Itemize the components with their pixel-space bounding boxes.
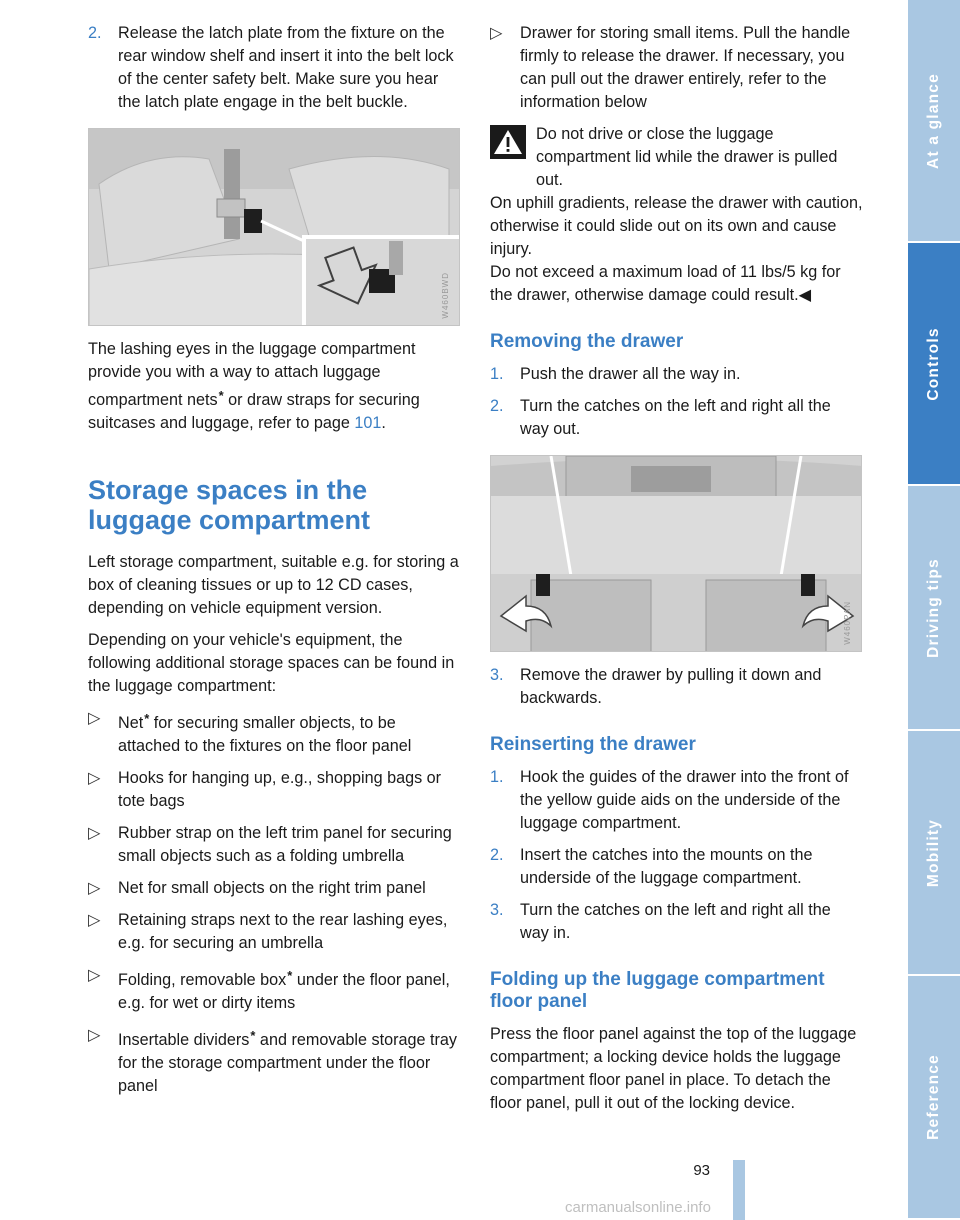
optional-equipment-star: * [250, 1028, 256, 1043]
bullet-arrow-icon: ▷ [88, 824, 101, 842]
list-item: ▷ Hooks for hanging up, e.g., shopping bags or tote bags [88, 769, 442, 810]
warning-text-2: On uphill gradients, release the drawer with caution, otherwise it could slide out on its own and cause injury. [490, 194, 863, 258]
bullet-arrow-icon: ▷ [490, 24, 503, 42]
depending-paragraph: Depending on your vehicle's equipment, the following additional storage spaces can be found in the luggage compartment: [88, 631, 455, 695]
figure-code: W460PAN [843, 601, 852, 645]
folding-title: Folding up the luggage compartment floor panel [490, 969, 825, 1012]
folding-paragraph: Press the floor panel against the top of the luggage compartment; a locking device holds the luggage compartment floor panel in place. To detach the floor panel, pull it out of the locking device. [490, 1025, 857, 1112]
page-reference-link[interactable]: 101 [354, 414, 382, 432]
drawer-catches-illustration [491, 456, 862, 652]
tab-driving-tips[interactable]: Driving tips [908, 486, 960, 731]
page-number: 93 [693, 1162, 710, 1179]
tab-mobility[interactable]: Mobility [908, 731, 960, 976]
removing-step-1: 1. Push the drawer all the way in. [490, 365, 741, 383]
list-item: ▷ Net for small objects on the right trim panel [88, 877, 462, 900]
removing-step-2: 2. Turn the catches on the left and right all the way out. [490, 397, 831, 438]
intro-paragraph: Left storage compartment, suitable e.g. for storing a box of cleaning tissues or up to 12 CD cases, depending on vehicle equipment version. [88, 553, 459, 617]
end-mark-icon: ◀ [798, 286, 812, 304]
warning-text-3: Do not exceed a maximum load of 11 lbs/5 kg for the drawer, otherwise damage could result.◀ [490, 263, 841, 304]
warning-text-1: Do not drive or close the luggage compartment lid while the drawer is pulled out. [536, 125, 838, 189]
warning-triangle-icon [490, 125, 526, 159]
chapter-sidebar [908, 0, 960, 1220]
tab-at-a-glance[interactable]: At a glance [908, 0, 960, 243]
tab-controls[interactable]: Controls [908, 243, 960, 486]
footer-watermark: carmanualsonline.info [565, 1199, 711, 1216]
bullet-arrow-icon: ▷ [88, 769, 101, 787]
list-item: ▷ Rubber strap on the left trim panel for securing small objects such as a folding umbrella [88, 824, 452, 865]
reinserting-step-2: 2. Insert the catches into the mounts on the underside of the luggage compartment. [490, 846, 813, 887]
list-item: ▷ Retaining straps next to the rear lashing eyes, e.g. for securing an umbrella [88, 911, 448, 952]
left-column [88, 22, 462, 1107]
removing-step-3: 3. Remove the drawer by pulling it down and backwards. [490, 666, 822, 707]
seat-belt-illustration [89, 129, 460, 326]
reinserting-title: Reinserting the drawer [490, 734, 696, 755]
tab-reference[interactable]: Reference [908, 976, 960, 1220]
section-title: Storage spaces in the luggage compartment [88, 475, 371, 535]
step-2-belt [88, 22, 462, 114]
bullet-arrow-icon: ▷ [88, 879, 101, 897]
right-column [490, 22, 864, 1124]
list-item: ▷ Net* for securing smaller objects, to be attached to the fixtures on the floor panel [88, 709, 412, 755]
step-text: Release the latch plate from the fixture on the rear window shelf and insert it into the belt lock of the center safety belt. Make sure you hear the latch plate engage in the belt buckle. [118, 24, 454, 111]
optional-equipment-star: * [144, 711, 150, 726]
seat-belt-figure [88, 128, 460, 326]
bullet-arrow-icon: ▷ [88, 911, 101, 929]
optional-equipment-star: * [287, 968, 293, 983]
warning-note [490, 123, 864, 192]
reinserting-step-1: 1. Hook the guides of the drawer into the front of the yellow guide aids on the underside of the luggage compartment. [490, 768, 849, 832]
bullet-arrow-icon: ▷ [88, 966, 101, 984]
drawer-bullet: ▷ Drawer for storing small items. Pull the handle firmly to release the drawer. If necessary, you can pull out the drawer entirely, refer to the information below [490, 24, 851, 111]
bullet-arrow-icon: ▷ [88, 709, 101, 727]
step-number: 2. [88, 24, 102, 42]
reinserting-step-3: 3. Turn the catches on the left and right all the way in. [490, 901, 831, 942]
figure-code: W460BWD [441, 272, 450, 319]
removing-title: Removing the drawer [490, 331, 684, 352]
page-number-bar [733, 1160, 745, 1220]
bullet-arrow-icon: ▷ [88, 1026, 101, 1044]
list-item: ▷ Insertable dividers* and removable storage tray for the storage compartment under the floor panel [88, 1026, 457, 1095]
drawer-catches-figure [490, 455, 862, 652]
optional-equipment-star: * [218, 388, 224, 403]
list-item: ▷ Folding, removable box* under the floor panel, e.g. for wet or dirty items [88, 966, 450, 1012]
lashing-eyes-paragraph: The lashing eyes in the luggage compartment provide you with a way to attach luggage compartment nets* or draw straps for securing suitcases and luggage, refer to page 101. [88, 340, 420, 432]
